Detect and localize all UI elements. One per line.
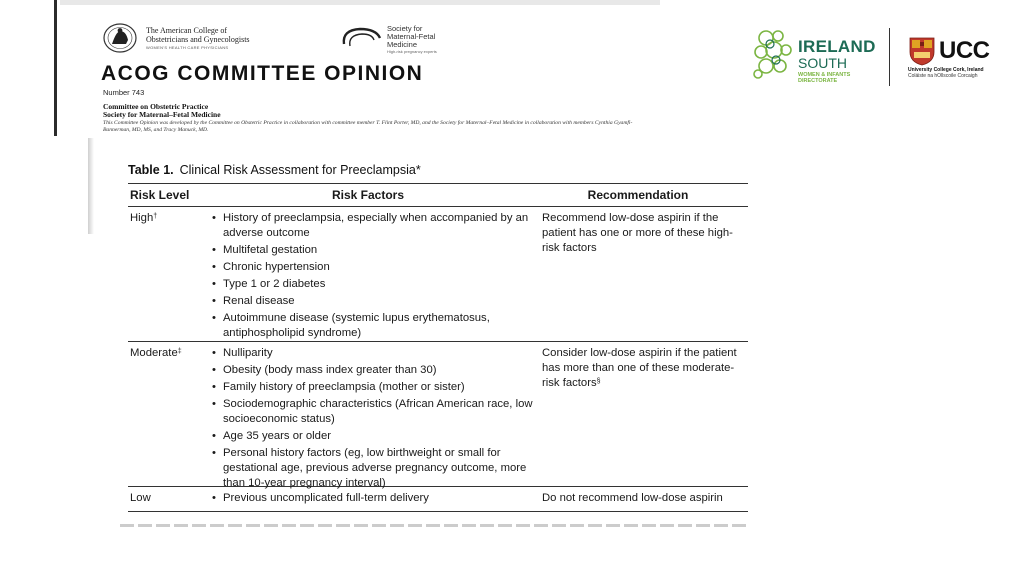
high-footnote-mark: † [153, 213, 158, 220]
moderate-footnote-mark: ‡ [177, 348, 182, 355]
list-item: • History of preeclampsia, especially when accompanied by an adverse outcome [212, 211, 534, 241]
factor-text: Chronic hypertension [223, 261, 330, 273]
ucc-crest-icon [908, 36, 936, 66]
ucc-subtitle-2: Coláiste na hOllscoile Corcaigh [908, 73, 978, 79]
smfm-name [387, 25, 435, 49]
acog-name-line2: Obstetricians and Gynecologists [146, 35, 250, 44]
factor-text: Sociodemographic characteristics (African American race, low socioeconomic status) [223, 398, 533, 425]
factor-text: Nulliparity [223, 347, 273, 359]
list-item: • Chronic hypertension [212, 261, 330, 273]
cropped-footnote [120, 524, 750, 527]
list-item: • Nulliparity [212, 347, 273, 359]
acog-logo [102, 22, 272, 54]
acog-name-line1: The American College of [146, 26, 228, 35]
smfm-emblem-icon [340, 26, 384, 50]
risk-level-moderate [128, 346, 208, 486]
smfm-name-line1: Society for [387, 24, 423, 33]
risk-level-low: Low [130, 492, 151, 504]
ireland-sub: SOUTH [798, 55, 847, 71]
smfm-logo [340, 24, 470, 54]
list-item: • Obesity (body mass index greater than 30) [212, 364, 437, 376]
acog-tagline: WOMEN'S HEALTH CARE PHYSICIANS [146, 45, 229, 50]
header-risk-factors: Risk Factors [331, 188, 405, 202]
recommendation-moderate [534, 346, 748, 486]
list-item: • Previous uncomplicated full-term delivery [212, 492, 429, 504]
doc-authorship-note: This Committee Opinion was developed by the Committee on Obstetric Practice in collaboration with committee member T. Flint Porter, MD, and the Society for Maternal–Fetal Medicine in collaboration with members Cynthia Gyamfi-Bannerman, MD, MS, and Tracy Manuck, MD. [103, 120, 633, 133]
recommendation-moderate-text: Consider low-dose aspirin if the patient has more than one of these moderate-risk factors [542, 347, 737, 389]
ireland-small-line2: DIRECTORATE [798, 78, 838, 84]
list-item: • Age 35 years or older [212, 430, 332, 442]
committee-line-2: Society for Maternal–Fetal Medicine [103, 110, 221, 119]
factor-text: Previous uncomplicated full-term delivery [223, 492, 429, 504]
factor-text: Personal history factors (eg, low birthweight or small for gestational age, previous adverse pregnancy outcome, more than 10-year pregnancy interval) [223, 447, 527, 489]
list-item: • Personal history factors (eg, low birthweight or small for gestational age, previous adverse pregnancy outcome, more than 10-year pregnancy interval) [212, 446, 534, 491]
ucc-wordmark: UCC [939, 37, 990, 64]
table-bottom-rule [128, 511, 748, 512]
ucc-subtitle-1: University College Cork, Ireland [908, 67, 984, 73]
table-row-moderate [128, 342, 748, 489]
risk-level-moderate-text: Moderate [130, 347, 178, 359]
page-shadow [88, 138, 94, 234]
ireland-south-circles-icon [752, 28, 796, 80]
list-item: • Autoimmune disease (systemic lupus erythematosus, antiphospholipid syndrome) [212, 311, 534, 341]
factor-text: Family history of preeclampsia (mother or sister) [223, 381, 465, 393]
moderate-rec-footnote-mark: § [596, 378, 601, 385]
list-item: • Type 1 or 2 diabetes [212, 278, 326, 290]
factor-text: Age 35 years or older [223, 430, 332, 442]
doc-number: Number 743 [103, 88, 145, 97]
ireland-title: IRELAND [798, 37, 876, 56]
table-header-row [128, 184, 748, 206]
header-risk-level: Risk Level [130, 188, 190, 202]
doc-title: ACOG COMMITTEE OPINION [101, 62, 424, 85]
list-item: • Renal disease [212, 295, 295, 307]
table-title-text: Clinical Risk Assessment for Preeclampsia* [179, 163, 421, 177]
risk-level-high-text: High [130, 212, 154, 224]
committee-line-1: Committee on Obstetric Practice [103, 102, 209, 111]
recommendation-low: Do not recommend low-dose aspirin [542, 492, 723, 504]
ucc-logo [908, 36, 994, 80]
risk-factors-low [208, 491, 534, 511]
left-vertical-rule [54, 0, 57, 136]
factor-text: Obesity (body mass index greater than 30) [223, 364, 437, 376]
logo-divider [889, 28, 890, 86]
ireland-small [798, 72, 850, 84]
factor-text: Type 1 or 2 diabetes [223, 278, 326, 290]
risk-factors-moderate [208, 346, 534, 489]
list-item: • Sociodemographic characteristics (African American race, low socioeconomic status) [212, 398, 533, 425]
recommendation-high: Recommend low-dose aspirin if the patient has one or more of these high-risk factors [542, 212, 733, 254]
list-item: • Multifetal gestation [212, 244, 318, 256]
table-label: Table 1. [128, 163, 174, 177]
factor-text: Renal disease [223, 295, 295, 307]
smfm-tagline: High-risk pregnancy experts [387, 49, 437, 54]
ireland-south-logo [752, 28, 882, 84]
ireland-small-line1: WOMEN & INFANTS [798, 72, 851, 78]
risk-factors-high [208, 211, 534, 341]
factor-text: Autoimmune disease (systemic lupus erythematosus, antiphospholipid syndrome) [223, 312, 490, 339]
top-shadow-bar [60, 0, 660, 5]
factor-text: Multifetal gestation [223, 244, 318, 256]
risk-level-high [128, 211, 208, 341]
table-title [128, 163, 748, 183]
smfm-name-line3: Medicine [387, 40, 418, 49]
acog-name [146, 26, 250, 44]
table-row-high [128, 207, 748, 341]
acog-emblem-icon [102, 22, 138, 54]
list-item: • Family history of preeclampsia (mother or sister) [212, 381, 465, 393]
risk-table [128, 163, 748, 512]
header-recommendation: Recommendation [587, 188, 689, 202]
smfm-name-line2: Maternal-Fetal [387, 32, 436, 41]
table-row-low [128, 487, 748, 511]
factor-text: History of preeclampsia, especially when accompanied by an adverse outcome [223, 212, 529, 239]
